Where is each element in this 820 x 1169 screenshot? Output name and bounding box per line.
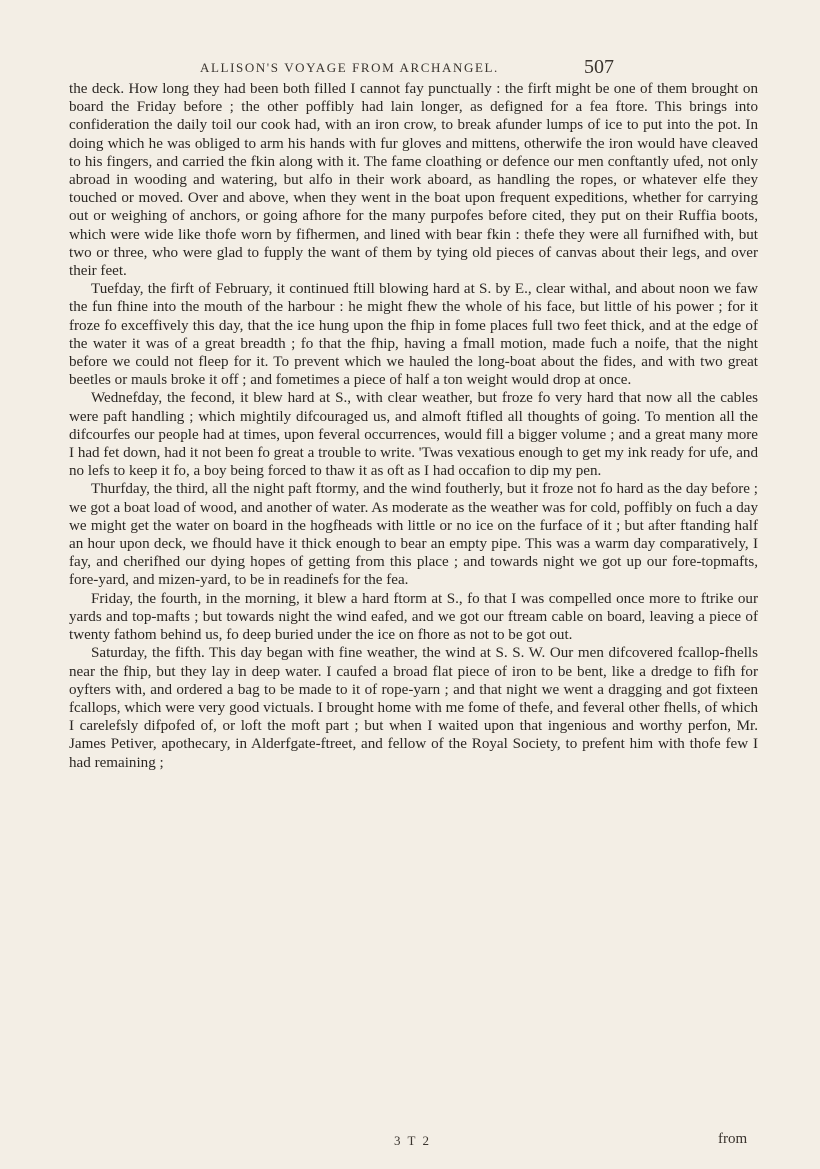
paragraph-friday: Friday, the fourth, in the morning, it blew a hard ftorm at S., fo that I was compelled once more to ftrike our yards and top-mafts ; but towards night the wind eafed, and we got our ftream cable on board, leaving a piece of twenty fathom behind us, fo deep buried under the ice on fhore as not to be got out. xyxy=(69,590,758,644)
paragraph-saturday: Saturday, the fifth. This day began with fine weather, the wind at S. S. W. Our men difcovered fcallop-fhells near the fhip, but they lay in deep water. I caufed a broad flat piece of iron to be bent, like a dredge to fifh for oyfters with, and ordered a bag to be made to it of rope-yarn ; and that night we went a dragging and got fixteen fcallops, which were very good victuals. I brought home with me fome of thefe, and feveral other fhells, of which I carelefsly difpofed of, or loft the moft part ; but when I waited upon that ingenious and worthy perfon, Mr. James Petiver, apothecary, in Alderfgate-ftreet, and fellow of the Royal Society, to prefent him with thofe few I had remaining ; xyxy=(69,645,758,771)
catchword: from xyxy=(718,1131,748,1147)
paragraph-deck: the deck. How long they had been both filled I cannot fay punctually : the firft might be one of them brought on board the Friday before ; the other poffibly had lain longer, as defigned for a fea ftore. This brings into confideration the daily toil our cook had, with an iron crow, to break afunder lumps of ice to put into the pot. In doing which he was obliged to arm his hands with fur gloves and mittens, otherwife the iron would have cleaved to his fingers, and carried the fkin along with it. The fame cloathing or defence our men conftantly ufed, not only abroad in wooding and watering, but alfo in their work aboard, as handling the ropes, or whatever elfe they touched or moved. Over and above, when they went in the boat upon frequent expeditions, whether for carrying out or weighing of anchors, or going afhore for the many purpofes before cited, they put on their Ruffia boots, which were wide like thofe worn by fifhermen, and lined with bear fkin : thefe they were all furnifhed with, but two or three, who were glad to fupply the want of them by tying old pieces of canvas about their legs, and over their feet. xyxy=(69,81,758,280)
signature-mark: 3 T 2 xyxy=(394,1133,431,1148)
paragraph-wednesday: Wednefday, the fecond, it blew hard at S., with clear weather, but froze fo very hard that now all the cables were paft handling ; which mightily difcouraged us, and almoft ftifled all thoughts of going. To mention all the difcourfes our people had at times, upon feveral occurrences, would fill a bigger volume ; and a great many more I had fet down, had it not been fo great a trouble to write. 'Twas vexatious enough to get my ink ready for ufe, and no lefs to keep it fo, a boy being forced to thaw it as oft as I had occafion to dip my pen. xyxy=(69,390,758,480)
page-number: 507 xyxy=(584,56,614,78)
body-text xyxy=(69,80,758,772)
running-head: ALLISON'S VOYAGE FROM ARCHANGEL. xyxy=(200,60,499,75)
paragraph-tuesday: Tuefday, the firft of February, it continued ftill blowing hard at S. by E., clear withal, and about noon we faw the fun fhine into the mouth of the harbour : he might fhew the whole of his face, but little of his power ; for it froze fo exceffively this day, that the ice hung upon the fhip in fome places full two feet thick, and at the edge of the water it was of a great breadth ; fo that the fhip, having a fmall motion, made fuch a noife, that the night before we could not fleep for it. To prevent which we hauled the long-boat about the fides, and with two great beetles or mauls broke it off ; and fometimes a piece of half a ton weight would drop at once. xyxy=(69,281,758,389)
paragraph-thursday: Thurfday, the third, all the night paft ftormy, and the wind foutherly, but it froze not fo hard as the day before ; we got a boat load of wood, and another of water. As moderate as the weather was for cold, poffibly on fuch a day we might get the water on board in the hogfheads with little or no ice on the furface of it ; but after ftanding half an hour upon deck, we fhould have it thick enough to bear an empty pipe. This was a warm day comparatively, I fay, and cherifhed our dying hopes of getting from this place ; and towards night we got up our fore-topmafts, fore-yard, and mizen-yard, to be in readinefs for the fea. xyxy=(69,481,758,589)
